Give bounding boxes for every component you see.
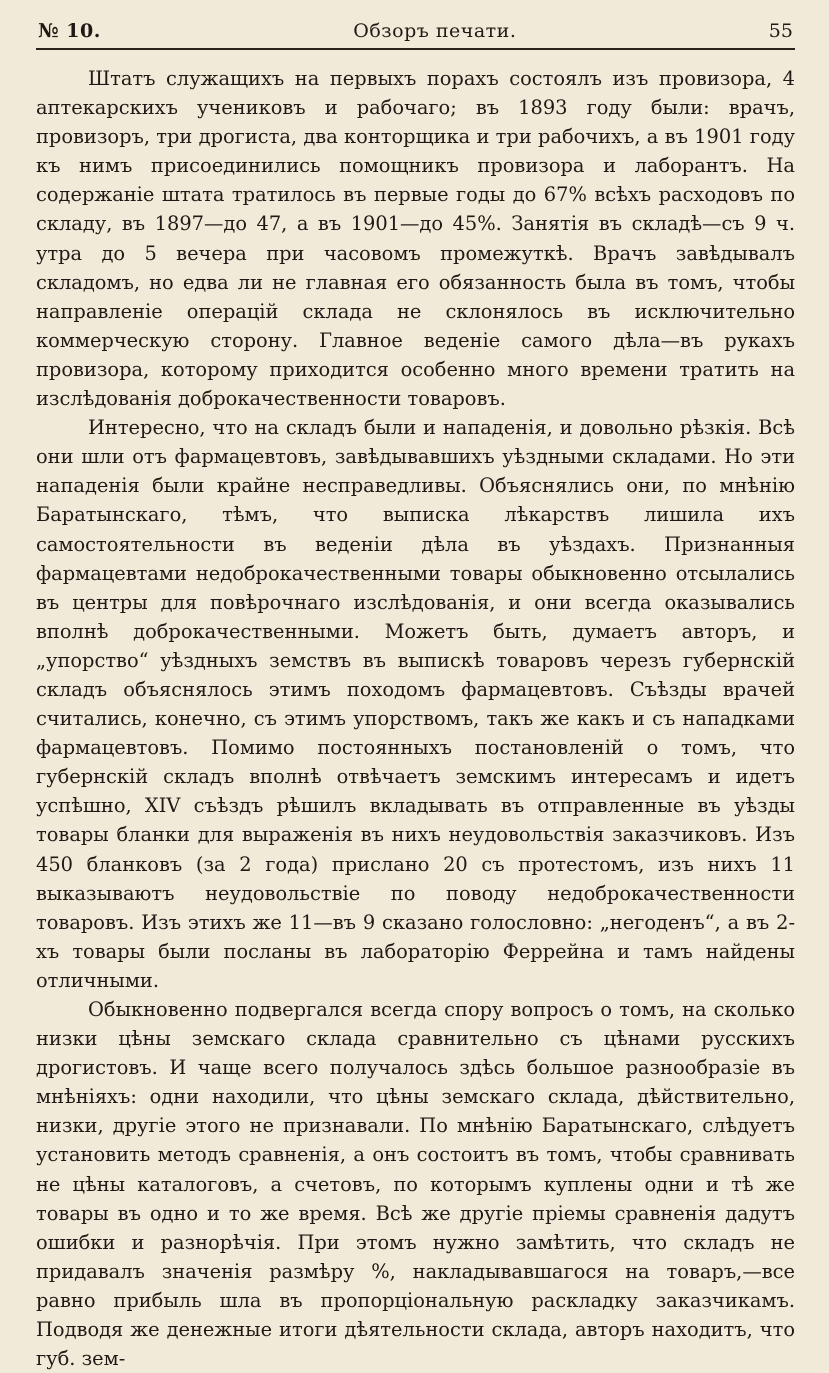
running-title: Обзоръ печати. <box>353 20 517 42</box>
article-body <box>36 64 795 1373</box>
page-number: 55 <box>768 20 793 42</box>
paragraph: Штатъ служащихъ на первыхъ порахъ состоялъ изъ провизора, 4 аптекарскихъ учениковъ и рабочаго; въ 1893 году были: врачъ, провизоръ, три дрогиста, два конторщика и три рабочихъ, а въ 1901 году къ нимъ присоединились помощникъ провизора и лаборантъ. На содержаніе штата тратилось въ первые годы до 67% всѣхъ расходовъ по складу, въ 1897—до 47, а въ 1901—до 45%. Занятія въ складѣ—съ 9 ч. утра до 5 вечера при часовомъ промежуткѣ. Врачъ завѣдывалъ складомъ, но едва ли не главная его обязанность была въ томъ, чтобы направленіе операцій склада не склонялось въ исключительно коммерческую сторону. Главное веденіе самого дѣла—въ рукахъ провизора, которому приходится особенно много времени тратить на изслѣдованія доброкачественности товаровъ. <box>36 67 795 411</box>
paragraph: Интересно, что на складъ были и нападенія, и довольно рѣзкія. Всѣ они шли отъ фармацевтовъ, завѣдывавшихъ уѣздными складами. Но эти нападенія были крайне несправедливы. Объяснялись они, по мнѣнію Баратынскаго, тѣмъ, что выписка лѣкарствъ лишила ихъ самостоятельности въ веденіи дѣла въ уѣздахъ. Признанныя фармацевтами недоброкачественными товары обыкновенно отсылались въ центры для повѣрочнаго изслѣдованія, и они всегда оказывались вполнѣ доброкачественными. Можетъ быть, думаетъ авторъ, и „упорство“ уѣздныхъ земствъ въ выпискѣ товаровъ черезъ губернскій складъ объяснялось этимъ походомъ фармацевтовъ. Съѣзды врачей считались, конечно, съ этимъ упорствомъ, такъ же какъ и съ нападками фармацевтовъ. Помимо постоянныхъ постановленій о томъ, что губернскій складъ вполнѣ отвѣчаетъ земскимъ интересамъ и идетъ успѣшно, XIV съѣздъ рѣшилъ вкладывать въ отправленные въ уѣзды товары бланки для выраженія въ нихъ неудовольствія заказчиковъ. Изъ 450 бланковъ (за 2 года) прислано 20 съ протестомъ, изъ нихъ 11 выказываютъ неудовольствіе по поводу недоброкачественности товаровъ. Изъ этихъ же 11—въ 9 сказано голословно: „негоденъ“, а въ 2-хъ товары были посланы въ лабораторію Феррейна и тамъ найдены отличными. <box>36 416 795 992</box>
page-header <box>36 20 795 50</box>
issue-number: № 10. <box>38 20 101 42</box>
paragraph: Обыкновенно подвергался всегда спору вопросъ о томъ, на сколько низки цѣны земскаго склада сравнительно съ цѣнами русскихъ дрогистовъ. И чаще всего получалось здѣсь большое разнообразіе въ мнѣніяхъ: одни находили, что цѣны земскаго склада, дѣйствительно, низки, другіе этого не признавали. По мнѣнію Баратынскаго, слѣдуетъ установить методъ сравненія, а онъ состоитъ въ томъ, чтобы сравнивать не цѣны каталоговъ, а счетовъ, по которымъ куплены одни и тѣ же товары въ одно и то же время. Всѣ же другіе пріемы сравненія дадутъ ошибки и разнорѣчія. При этомъ нужно замѣтить, что складъ не придавалъ значенія размѣру %, накладывавшагося на товаръ,—все равно прибыль шла въ пропорціональную раскладку заказчикамъ. Подводя же денежные итоги дѣятельности склада, авторъ находитъ, что губ. зем- <box>36 998 795 1371</box>
